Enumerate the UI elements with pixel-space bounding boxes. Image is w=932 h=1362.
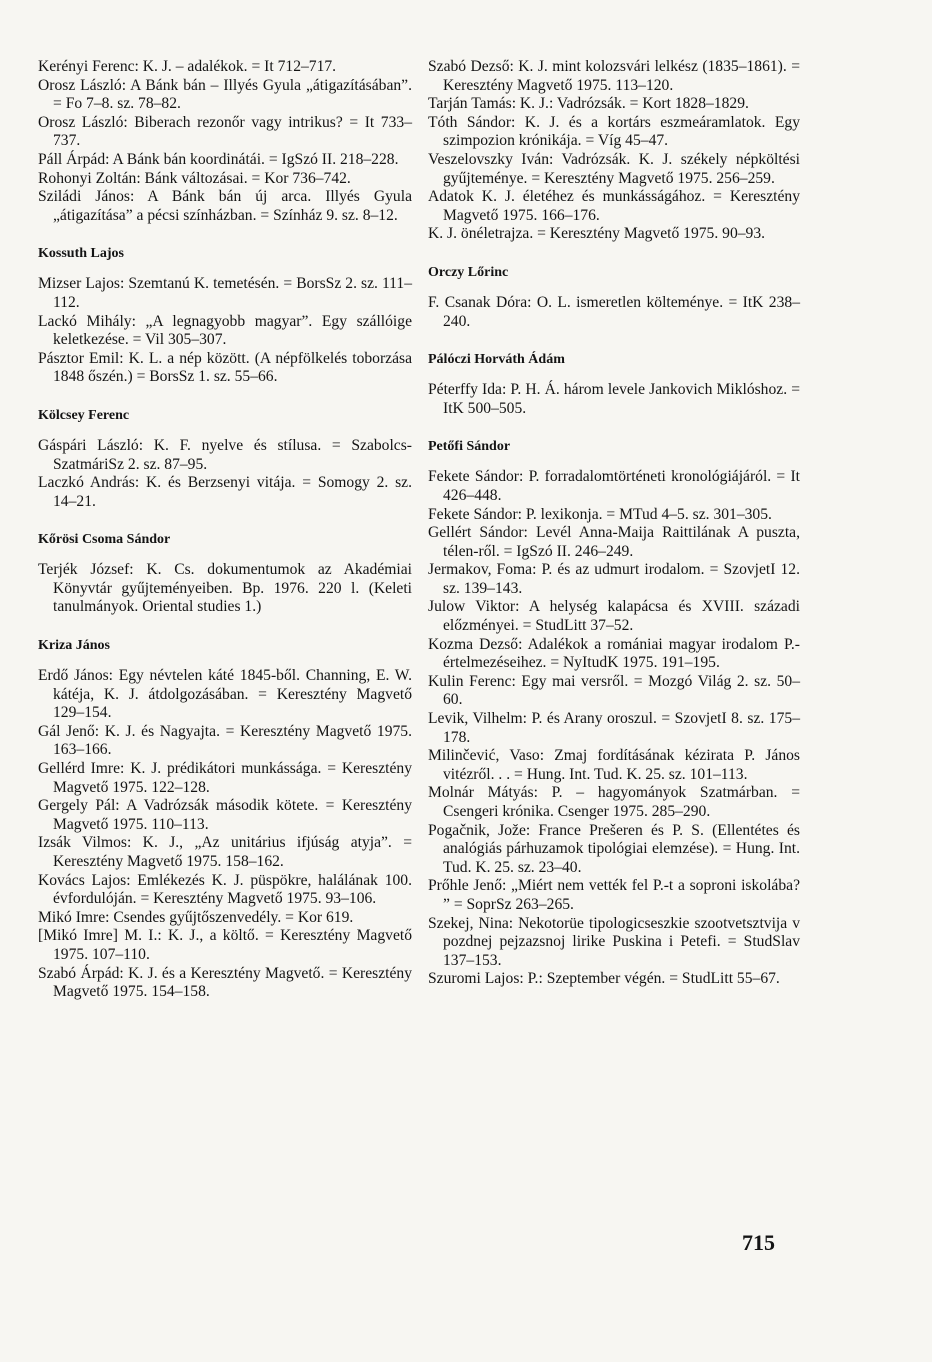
section-heading: Orczy Lőrinc — [428, 264, 509, 280]
bibliography-entry: Adatok K. J. életéhez és munkásságához. = Keresztény Magvető 1975. 166–176. — [428, 188, 800, 224]
bibliography-entry: Kerényi Ferenc: K. J. – adalékok. = It 712–717. — [38, 58, 337, 75]
bibliography-entry: Gergely Pál: A Vadrózsák második kötete. = Keresztény Magvető 1975. 110–113. — [38, 797, 412, 833]
bibliography-entry: Jermakov, Foma: P. és az udmurt irodalom. = SzovjetI 12. sz. 139–143. — [428, 561, 800, 597]
bibliography-section — [38, 407, 412, 511]
bibliography-entry: Kulin Ferenc: Egy mai versről. = Mozgó Világ 2. sz. 50–60. — [428, 672, 800, 709]
bibliography-entry: Levik, Vilhelm: P. és Arany oroszul. = SzovjetI 8. sz. 175–178. — [428, 710, 800, 746]
bibliography-entry: Molnár Mátyás: P. – hagyományok Szatmárban. = Csengeri krónika. Csenger 1975. 285–290. — [428, 784, 800, 820]
section-heading: Kriza János — [38, 638, 110, 654]
bibliography-entry: Szabó Dezső: K. J. mint kolozsvári lelkész (1835–1861). = Keresztény Magvető 1975. 113–120. — [428, 58, 800, 94]
bibliography-section — [428, 351, 800, 418]
bibliography-section — [428, 264, 800, 331]
bibliography-entry: Pásztor Emil: K. L. a nép között. (A népfölkelés toborzása 1848 őszén.) = BorsSz 1. sz. 55–66. — [38, 349, 412, 386]
section-heading: Pálóczi Horváth Ádám — [428, 352, 565, 368]
bibliography-entry: Orosz László: A Bánk bán – Illyés Gyula „átigazításában”. = Fo 7–8. sz. 78–82. — [38, 76, 412, 113]
bibliography-section — [428, 58, 800, 244]
section-heading: Kőrösi Csoma Sándor — [38, 532, 171, 548]
section-heading: Kölcsey Ferenc — [38, 407, 130, 423]
bibliography-entry: Páll Árpád: A Bánk bán koordinátái. = IgSzó II. 218–228. — [38, 150, 399, 168]
bibliography-entry: Lackó Mihály: „A legnagyobb magyar”. Egy szállóige keletkezése. = Vil 305–307. — [38, 312, 412, 349]
bibliography-entry: Pogačnik, Jože: France Prešeren és P. S. (Ellentétes és analógiás párhuzamok tipológiai elemzése). = Hung. Int. Tud. K. 25. sz. 23–40. — [428, 821, 800, 876]
bibliography-entry: Gáspári László: K. F. nyelve és stílusa. = Szabolcs-SzatmáriSz 2. sz. 87–95. — [38, 436, 412, 473]
page-number: 715 — [742, 1230, 775, 1255]
bibliography-entry: Gál Jenő: K. J. és Nagyajta. = Keresztény Magvető 1975. 163–166. — [38, 722, 412, 759]
bibliography-entry: Fekete Sándor: P. lexikonja. = MTud 4–5. sz. 301–305. — [428, 505, 772, 523]
bibliography-entry: Gellért Sándor: Levél Anna-Maija Raittilának A puszta, télen-ről. = IgSzó II. 246–249. — [428, 524, 800, 560]
bibliography-entry: F. Csanak Dóra: O. L. ismeretlen költeménye. = ItK 238–240. — [428, 293, 800, 330]
bibliography-entry: Laczkó András: K. és Berzsenyi vitája. = Somogy 2. sz. 14–21. — [38, 474, 412, 510]
bibliography-entry: Prőhle Jenő: „Miért nem vették fel P.-t a soproni iskolába? ” = SoprSz 263–265. — [428, 877, 800, 913]
bibliography-entry: Sziládi János: A Bánk bán új arca. Illyés Gyula „átigazítása” a pécsi színházban. = Színház 9. sz. 8–12. — [38, 188, 412, 224]
bibliography-section — [428, 438, 800, 989]
bibliography-entry: Péterffy Ida: P. H. Á. három levele Jankovich Miklóshoz. = ItK 500–505. — [428, 381, 800, 417]
bibliography-section — [38, 637, 412, 1002]
bibliography-entry: Izsák Vilmos: K. J., „Az unitárius ifjúság atyja”. = Keresztény Magvető 1975. 158–162. — [38, 834, 412, 870]
bibliography-entry: Mikó Imre: Csendes gyűjtőszenvedély. = Kor 619. — [38, 908, 354, 926]
bibliography-entry: Kozma Dezső: Adalékok a romániai magyar irodalom P.-értelmezéseihez. = NyItudK 1975. 191–195. — [428, 635, 800, 672]
bibliography-entry: Julow Viktor: A helység kalapácsa és XVIII. századi előzményei. = StudLitt 37–52. — [428, 598, 800, 635]
bibliography-entry: Rohonyi Zoltán: Bánk változásai. = Kor 736–742. — [38, 169, 351, 187]
right-column — [428, 58, 800, 989]
section-heading: Kossuth Lajos — [38, 246, 124, 262]
bibliography-entry: Milinčević, Vaso: Zmaj fordításának kézirata P. János vitézről. . . = Hung. Int. Tud. K. 25. sz. 101–113. — [428, 747, 800, 783]
bibliography-section — [38, 58, 412, 225]
bibliography-entry: Szuromi Lajos: P.: Szeptember végén. = StudLitt 55–67. — [428, 970, 780, 988]
bibliography-entry: Gellérd Imre: K. J. prédikátori munkássága. = Keresztény Magvető 1975. 122–128. — [38, 760, 412, 796]
bibliography-entry: K. J. önéletrajza. = Keresztény Magvető 1975. 90–93. — [428, 225, 766, 243]
bibliography-section — [38, 531, 412, 617]
left-column — [38, 58, 412, 1002]
bibliography-entry: Kovács Lajos: Emlékezés K. J. püspökre, halálának 100. évfordulóján. = Keresztény Magvető 1975. 93–106. — [38, 871, 412, 908]
bibliography-section — [38, 245, 412, 387]
bibliography-entry: [Mikó Imre] M. I.: K. J., a költő. = Keresztény Magvető 1975. 107–110. — [38, 927, 412, 963]
bibliography-entry: Fekete Sándor: P. forradalomtörténeti kronológiájáról. = It 426–448. — [428, 468, 800, 504]
bibliography-entry: Tarján Tamás: K. J.: Vadrózsák. = Kort 1828–1829. — [428, 95, 749, 113]
bibliography-entry: Erdő János: Egy névtelen káté 1845-ből. Channing, E. W. kátéja, K. J. átdolgozásában. = Keresztény Magvető 129–154. — [38, 667, 412, 722]
bibliography-entry: Szekej, Nina: Nekotorüe tipologicseszkie szootvetsztvija v pozdnej pejzazsnoj lirike Puskina i Petefi. = StudSlav 137–153. — [428, 914, 800, 969]
bibliography-entry: Veszelovszky Iván: Vadrózsák. K. J. székely népköltési gyűjteménye. = Keresztény Magvető 1975. 256–259. — [428, 150, 800, 187]
bibliography-entry: Orosz László: Biberach rezonőr vagy intrikus? = It 733–737. — [38, 113, 412, 150]
bibliography-entry: Terjék József: K. Cs. dokumentumok az Akadémiai Könyvtár gyűjteményeiben. Bp. 1976. 220 l. (Keleti tanulmányok. Oriental studies 1.) — [38, 561, 412, 616]
bibliography-entry: Mizser Lajos: Szemtanú K. temetésén. = BorsSz 2. sz. 111–112. — [38, 275, 412, 311]
bibliography-entry: Tóth Sándor: K. J. és a kortárs eszmeáramlatok. Egy szimpozion krónikája. = Víg 45–47. — [428, 113, 800, 150]
section-heading: Petőfi Sándor — [428, 439, 511, 455]
bibliography-entry: Szabó Árpád: K. J. és a Keresztény Magvető. = Keresztény Magvető 1975. 154–158. — [38, 964, 412, 1001]
